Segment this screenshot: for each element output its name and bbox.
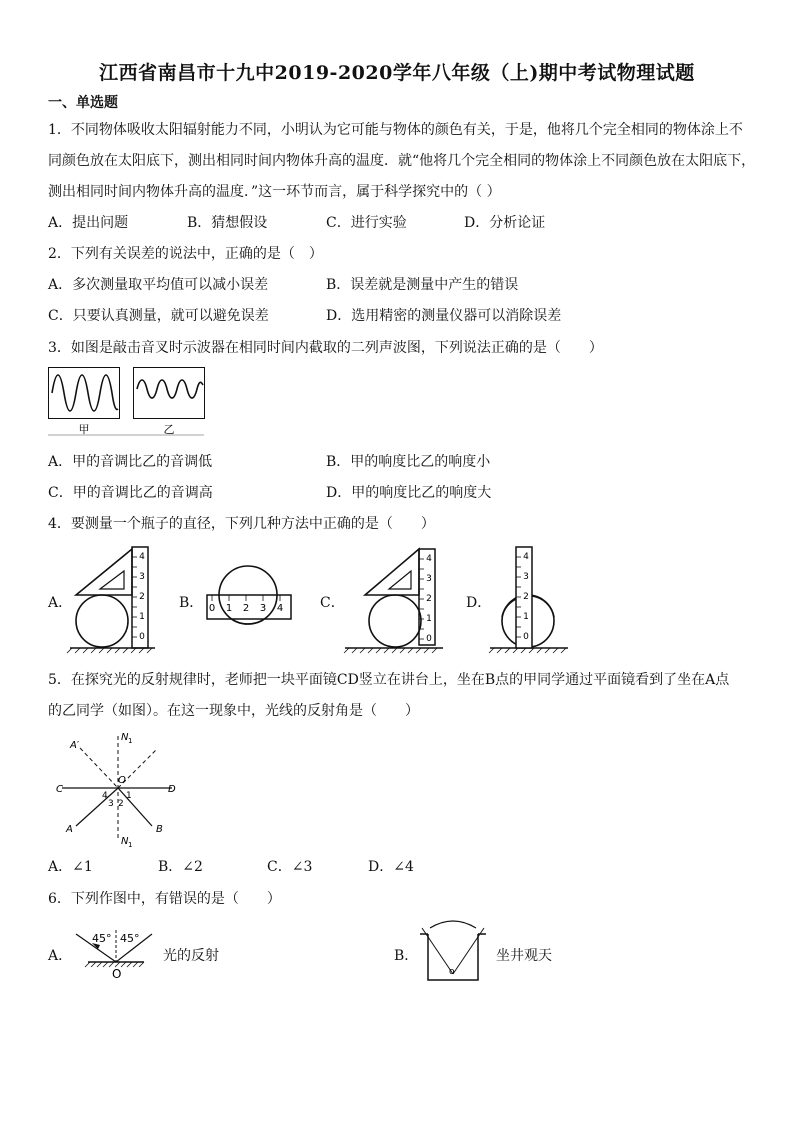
- q4b-tick-2: 2: [242, 603, 250, 614]
- q4-figure-a: [70, 545, 160, 655]
- q4-option-d[interactable]: D．: [466, 595, 492, 611]
- q5-option-a[interactable]: A．∠1: [48, 859, 93, 875]
- q2-option-d[interactable]: D．选用精密的测量仪器可以消除误差: [326, 308, 562, 324]
- q6-stem: 6．下列作图中，有错误的是（ ）: [48, 891, 281, 907]
- q5-option-d[interactable]: D．∠4: [368, 859, 414, 875]
- q5-label-b: B: [156, 824, 163, 835]
- q5-option-c[interactable]: C．∠3: [267, 859, 313, 875]
- q4d-tick-4: 4: [523, 552, 529, 562]
- q5-label-d: D: [168, 784, 176, 795]
- q4-option-a[interactable]: A．: [48, 595, 73, 611]
- q4b-tick-4: 4: [276, 603, 284, 614]
- q5-line-1: 5．在探究光的反射规律时，老师把一块平面镜CD竖立在讲台上，坐在B点的甲同学通过平面镜看到了坐在A点: [48, 672, 730, 688]
- q4a-tick-1: 1: [139, 612, 145, 622]
- q4-figure-d: [490, 545, 570, 655]
- q3-label-jia: 甲: [78, 423, 90, 436]
- q5-line-2: 的乙同学（如图）。在这一现象中，光线的反射角是（ ）: [48, 703, 419, 719]
- q5-option-b[interactable]: B．∠2: [158, 859, 203, 875]
- q3-option-d[interactable]: D．甲的响度比乙的响度大: [326, 485, 492, 501]
- q6-option-a[interactable]: A．: [48, 948, 73, 964]
- q2-option-c[interactable]: C．只要认真测量，就可以避免误差: [48, 308, 269, 324]
- q4c-tick-3: 3: [426, 574, 432, 584]
- q1-option-c[interactable]: C．进行实验: [326, 215, 407, 231]
- q5-label-angle-1: 1: [126, 791, 132, 801]
- q5-label-n-top: N: [121, 732, 129, 743]
- q4d-tick-1: 1: [523, 612, 529, 622]
- q6-option-b[interactable]: B．: [394, 948, 419, 964]
- q4c-tick-4: 4: [426, 554, 432, 564]
- q5-label-n-bottom: N: [121, 836, 129, 847]
- q4c-tick-2: 2: [426, 594, 432, 604]
- q1-line-2: 同颜色放在太阳底下，测出相同时间内物体升高的温度．就“他将几个完全相同的物体涂上不同颜色放在太阳底下，: [48, 153, 756, 169]
- q5-label-angle-4: 4: [102, 791, 108, 801]
- q2-option-b[interactable]: B．误差就是测量中产生的错误: [326, 277, 519, 293]
- q1-option-d[interactable]: D．分析论证: [464, 215, 546, 231]
- q4-figure-c: [345, 545, 445, 655]
- q3-label-yi: 乙: [163, 423, 175, 436]
- q1-option-a[interactable]: A．提出问题: [48, 215, 129, 231]
- section-heading: 一、单选题: [48, 95, 118, 111]
- q4c-tick-1: 1: [426, 614, 432, 624]
- q1-line-1: 1．不同物体吸收太阳辐射能力不同，小明认为它可能与物体的颜色有关，于是，他将几个完全相同的物体涂上不: [48, 122, 743, 138]
- q6b-point-o: o: [449, 967, 455, 977]
- q3-stem: 3．如图是敲击音叉时示波器在相同时间内截取的二列声波图，下列说法正确的是（ ）: [48, 340, 603, 356]
- q5-label-o: O: [118, 775, 126, 786]
- q4-option-c[interactable]: C．: [320, 595, 345, 611]
- q6a-caption: 光的反射: [163, 948, 219, 964]
- q1-line-3: 测出相同时间内物体升高的温度．”这一环节而言，属于科学探究中的（ ）: [48, 184, 501, 200]
- q5-label-c: C: [56, 784, 63, 795]
- q4a-tick-2: 2: [139, 592, 145, 602]
- q4a-tick-4: 4: [139, 552, 145, 562]
- q5-label-n-bottom-sub: 1: [128, 841, 133, 849]
- q4b-tick-1: 1: [225, 603, 233, 614]
- page-title: 江西省南昌市十九中2019-2020学年八年级（上)期中考试物理试题: [99, 62, 695, 84]
- q5-reflection-figure: [52, 730, 182, 850]
- q4-figure-b: [200, 565, 300, 635]
- q4d-tick-3: 3: [523, 572, 529, 582]
- q4-stem: 4．要测量一个瓶子的直径，下列几种方法中正确的是（ ）: [48, 516, 435, 532]
- q4a-tick-3: 3: [139, 572, 145, 582]
- q3-waveform-figure: [48, 367, 208, 439]
- q6a-angle-left: 45°: [92, 932, 112, 945]
- q2-stem: 2．下列有关误差的说法中，正确的是（ ）: [48, 246, 323, 262]
- q5-label-n-top-sub: 1: [128, 737, 133, 745]
- q2-option-a[interactable]: A．多次测量取平均值可以减小误差: [48, 277, 269, 293]
- q6a-angle-right: 45°: [120, 932, 140, 945]
- q3-option-c[interactable]: C．甲的音调比乙的音调高: [48, 485, 213, 501]
- q4c-tick-0: 0: [426, 634, 432, 644]
- q5-label-angle-3: 3: [108, 799, 114, 809]
- q4b-tick-3: 3: [259, 603, 267, 614]
- q5-label-a: A: [66, 824, 73, 835]
- q4b-tick-0: 0: [208, 603, 216, 614]
- q1-option-b[interactable]: B．猜想假设: [187, 215, 268, 231]
- q6-figure-a: [72, 924, 162, 980]
- q4d-tick-0: 0: [523, 632, 529, 642]
- q6b-caption: 坐井观天: [496, 948, 552, 964]
- q5-label-angle-2: 2: [118, 799, 124, 809]
- q3-option-a[interactable]: A．甲的音调比乙的音调低: [48, 454, 213, 470]
- q5-label-a-prime: A′: [70, 740, 80, 751]
- q4a-tick-0: 0: [139, 632, 145, 642]
- q4-option-b[interactable]: B．: [179, 595, 204, 611]
- q6-figure-b: [418, 920, 488, 984]
- q4d-tick-2: 2: [523, 592, 529, 602]
- q3-option-b[interactable]: B．甲的响度比乙的响度小: [326, 454, 491, 470]
- q6a-point-o: O: [112, 967, 122, 981]
